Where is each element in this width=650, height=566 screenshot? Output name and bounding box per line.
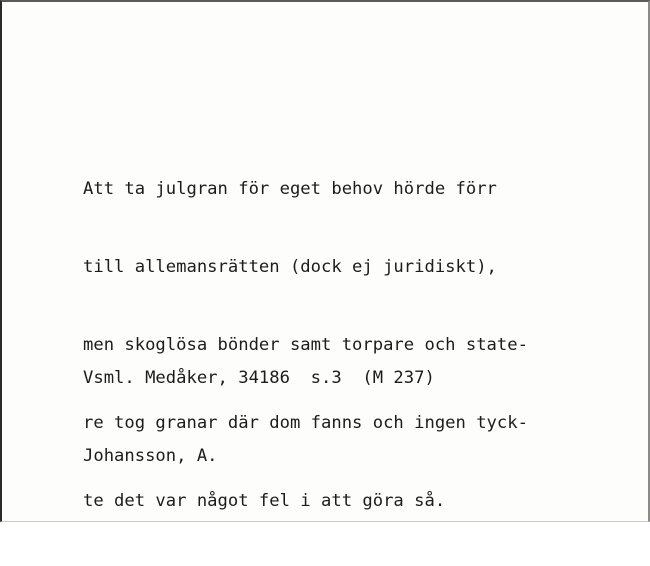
body-line: till allemansrätten (dock ej juridiskt), xyxy=(83,257,497,277)
body-line: te det var något fel i att göra så. xyxy=(83,491,446,511)
card-reference xyxy=(83,313,435,521)
reference-line: Vsml. Medåker, 34186 s.3 (M 237) xyxy=(83,368,435,388)
body-line: Att ta julgran för eget behov hörde förr xyxy=(83,179,497,199)
body-line: men skoglösa bönder samt torpare och state- xyxy=(83,335,528,355)
body-line: re tog granar där dom fanns och ingen tyck- xyxy=(83,413,528,433)
reference-line: Johansson, A. xyxy=(83,446,218,466)
